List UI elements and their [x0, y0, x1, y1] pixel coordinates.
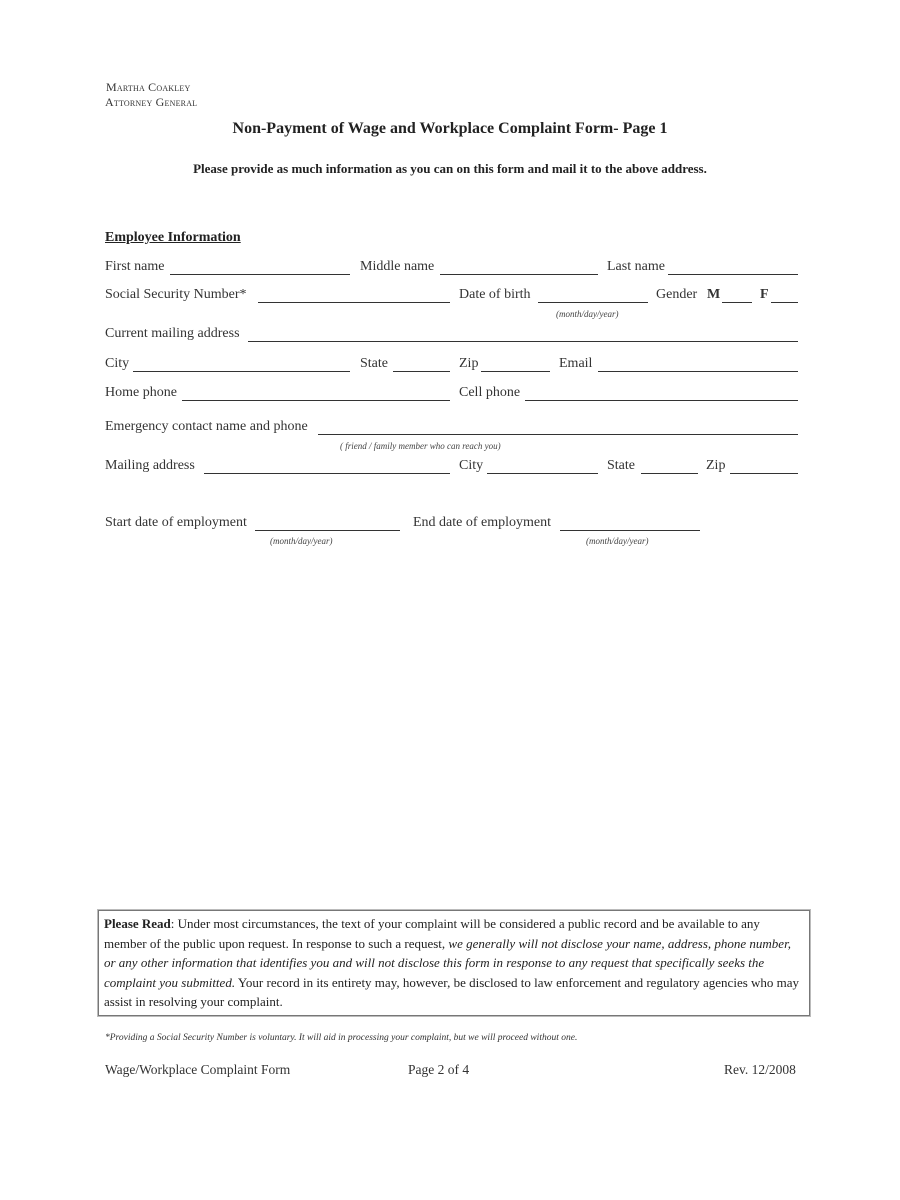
gender-f-label: F	[760, 287, 769, 302]
privacy-notice-box	[98, 910, 810, 1016]
ssn-footnote: *Providing a Social Security Number is voluntary. It will aid in processing your complaint, but we will proceed without one.	[105, 1033, 578, 1043]
ssn-label: Social Security Number*	[105, 287, 247, 302]
form-instruction: Please provide as much information as you can on this form and mail it to the above address.	[193, 161, 707, 176]
email-field[interactable]	[598, 371, 798, 372]
last-name-field[interactable]	[668, 274, 798, 275]
zip-field[interactable]	[481, 371, 550, 372]
end-date-label: End date of employment	[413, 515, 552, 530]
city-label: City	[105, 356, 130, 371]
middle-name-label: Middle name	[360, 259, 435, 274]
gender-f-field[interactable]	[771, 302, 798, 303]
cell-phone-field[interactable]	[525, 400, 798, 401]
start-date-hint: (month/day/year)	[270, 536, 333, 546]
city-field[interactable]	[133, 371, 350, 372]
current-mailing-address-field[interactable]	[248, 341, 798, 342]
notice-text-2: Your record in its entirety may, however, be disclosed to law enforcement and regulatory agencies who may assist in resolving your complaint.	[104, 974, 800, 1009]
emergency-mailing-address-label: Mailing address	[105, 458, 195, 473]
notice-text-italic: we generally will not disclose your name, address, phone number, or any other information that identifies you and will not disclose this form in response to any request that specifically seeks the complaint you submitted.	[104, 935, 791, 990]
dob-field[interactable]	[538, 302, 648, 303]
last-name-label: Last name	[607, 259, 665, 274]
emergency-zip-field[interactable]	[730, 473, 798, 474]
notice-lead: Please Read	[104, 916, 171, 931]
current-mailing-address-label: Current mailing address	[105, 326, 240, 341]
state-field[interactable]	[393, 371, 450, 372]
home-phone-label: Home phone	[105, 385, 177, 400]
zip-label: Zip	[459, 356, 479, 371]
dob-hint: (month/day/year)	[556, 309, 619, 319]
gender-label: Gender	[656, 287, 698, 302]
section-heading-employee-info: Employee Information	[105, 230, 241, 245]
footer-revision: Rev. 12/2008	[724, 1062, 796, 1077]
letterhead-title: Attorney General	[105, 95, 198, 109]
emergency-city-label: City	[459, 458, 484, 473]
home-phone-field[interactable]	[182, 400, 450, 401]
gender-m-label: M	[707, 287, 721, 302]
emergency-contact-label: Emergency contact name and phone	[105, 419, 308, 434]
emergency-mailing-address-field[interactable]	[204, 473, 450, 474]
emergency-state-label: State	[607, 458, 635, 473]
notice-text-1: : Under most circumstances, the text of your complaint will be considered a public record and be available to any member of the public upon request. In response to such a request,	[104, 916, 760, 951]
cell-phone-label: Cell phone	[459, 385, 521, 400]
form-title: Non-Payment of Wage and Workplace Complaint Form- Page 1	[232, 120, 668, 137]
first-name-field[interactable]	[170, 274, 350, 275]
letterhead-name: Martha Coakley	[106, 80, 191, 94]
ssn-field[interactable]	[258, 302, 450, 303]
middle-name-field[interactable]	[440, 274, 598, 275]
footer-page-number: Page 2 of 4	[408, 1062, 470, 1077]
emergency-city-field[interactable]	[487, 473, 598, 474]
gender-m-field[interactable]	[722, 302, 752, 303]
state-label: State	[360, 356, 388, 371]
end-date-field[interactable]	[560, 530, 700, 531]
footer-form-name: Wage/Workplace Complaint Form	[105, 1062, 291, 1077]
start-date-field[interactable]	[255, 530, 400, 531]
emergency-contact-hint: ( friend / family member who can reach you)	[340, 441, 501, 451]
emergency-contact-field[interactable]	[318, 434, 798, 435]
end-date-hint: (month/day/year)	[586, 536, 649, 546]
emergency-state-field[interactable]	[641, 473, 698, 474]
emergency-zip-label: Zip	[706, 458, 726, 473]
email-label: Email	[559, 356, 593, 371]
start-date-label: Start date of employment	[105, 515, 247, 530]
first-name-label: First name	[105, 259, 165, 274]
dob-label: Date of birth	[459, 287, 531, 302]
